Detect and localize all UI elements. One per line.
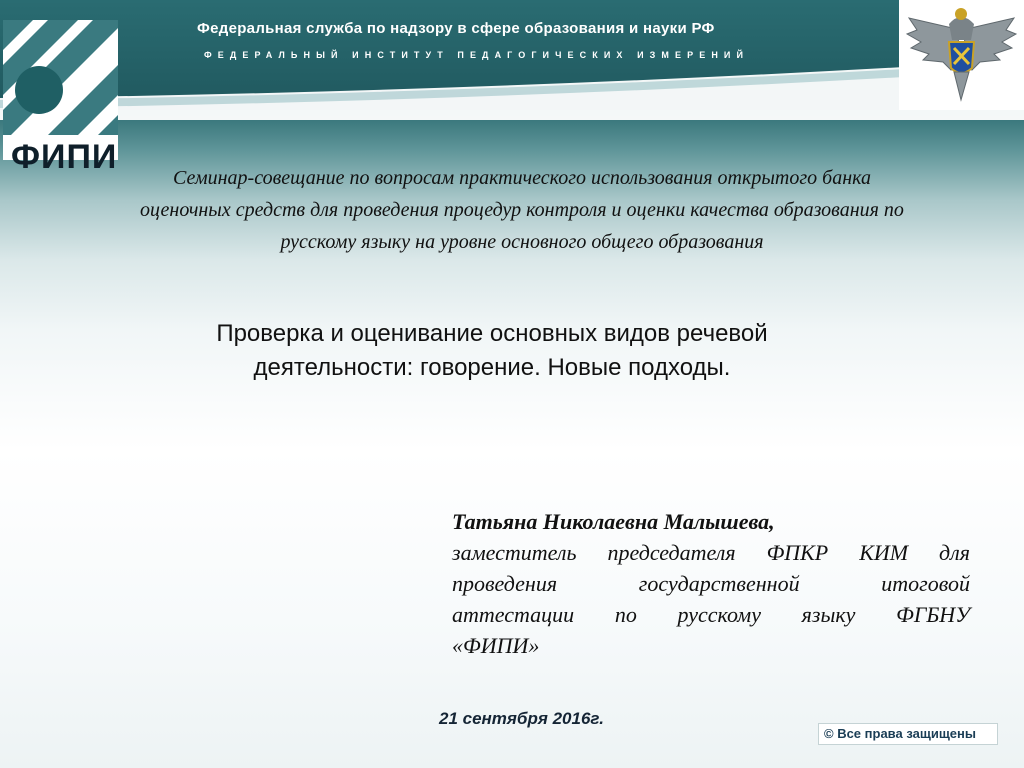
author-role-line: заместитель председателя ФПКР КИМ для xyxy=(452,540,970,565)
seminar-line: русскому языку на уровне основного общего образования xyxy=(280,231,764,253)
emblem-container xyxy=(899,0,1024,110)
author-name: Татьяна Николаевна Малышева, xyxy=(452,509,775,534)
logo-text: ФИПИ xyxy=(11,138,118,176)
header-wave-decoration xyxy=(0,0,1024,120)
title-line: Проверка и оценивание основных видов речевой xyxy=(216,320,768,347)
seminar-line: оценочных средств для проведения процедур контроля и оценки качества образования по xyxy=(140,199,904,221)
org-subtitle: ФЕДЕРАЛЬНЫЙ ИНСТИТУТ ПЕДАГОГИЧЕСКИХ ИЗМЕРЕНИЙ xyxy=(204,50,750,60)
author-role xyxy=(452,537,970,661)
presentation-date: 21 сентября 2016г. xyxy=(439,709,604,728)
copyright-badge: © Все права защищены xyxy=(818,723,998,745)
author-block xyxy=(452,506,970,661)
seminar-line: Семинар-совещание по вопросам практического использования открытого банка xyxy=(173,167,871,189)
org-title: Федеральная служба по надзору в сфере образования и науки РФ xyxy=(197,20,715,37)
fipi-logo xyxy=(3,20,118,176)
author-role-line: проведения государственной итоговой xyxy=(452,571,970,596)
seminar-heading xyxy=(60,162,984,258)
fipi-logo-mark-icon xyxy=(3,20,118,135)
author-role-line: аттестации по русскому языку ФГБНУ xyxy=(452,602,970,627)
title-line: деятельности: говорение. Новые подходы. xyxy=(253,354,731,381)
eagle-emblem-icon xyxy=(899,0,1024,110)
presentation-title xyxy=(92,317,892,385)
author-role-line: «ФИПИ» xyxy=(452,633,540,658)
